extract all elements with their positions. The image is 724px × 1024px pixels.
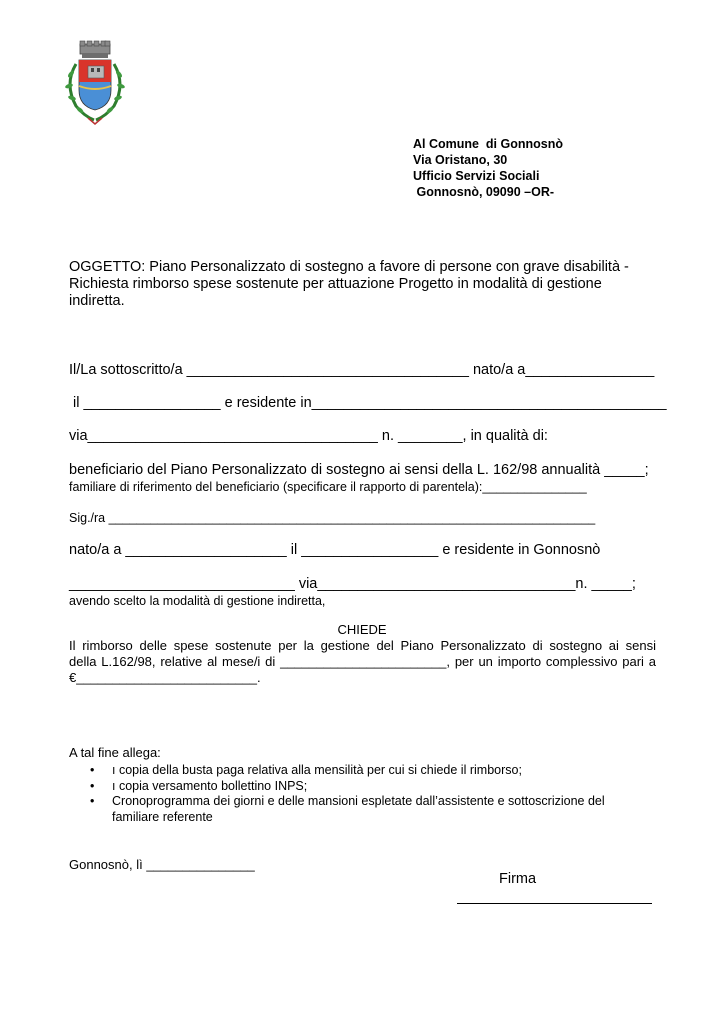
family-member-option[interactable]: familiare di riferimento del beneficiario (specificare il rapporto di parentela):_______________	[69, 480, 587, 494]
bullet-icon: •	[90, 778, 95, 793]
request-title: CHIEDE	[337, 622, 387, 637]
subject-line: OGGETTO: Piano Personalizzato di sostegno a favore di persone con grave disabilità -	[69, 259, 629, 275]
attachment-text: familiare referente	[112, 809, 213, 824]
subject-line: indiretta.	[69, 293, 125, 309]
attachments-list	[90, 763, 605, 825]
applicant-name-field[interactable]: Il/La sottoscritto/a ___________________________________ nato/a a________________	[69, 362, 655, 378]
signature-label: Firma	[499, 871, 537, 887]
list-item	[90, 779, 605, 795]
attachment-text: ı copia della busta paga relativa alla mensilità per cui si chiede il rimborso;	[112, 763, 522, 777]
subject-block	[69, 259, 669, 310]
municipal-coat-of-arms-icon	[60, 40, 132, 130]
street-number-field[interactable]: via____________________________________ n. ________, in qualità di:	[69, 428, 548, 444]
recipient-address	[413, 136, 563, 200]
beneficiary-address-field[interactable]: ____________________________ via________________________________n. _____;	[69, 576, 636, 592]
bullet-icon: •	[90, 794, 95, 808]
beneficiary-name-field[interactable]: Sig./ra ______________________________________________________________________	[69, 511, 596, 525]
request-period-field[interactable]: della L.162/98, relative al mese/i di _______________________, per un importo complessivo pari a	[69, 654, 656, 669]
place-date-field[interactable]: Gonnosnò, lì _______________	[69, 857, 255, 872]
recipient-line: Gonnosnò, 09090 –OR-	[413, 185, 555, 199]
birthdate-residence-field[interactable]: il _________________ e residente in____________________________________________	[69, 395, 667, 411]
management-mode-text: avendo scelto la modalità di gestione indiretta,	[69, 594, 326, 608]
request-heading	[0, 622, 724, 637]
signature-line[interactable]	[457, 903, 652, 904]
bullet-icon: •	[90, 763, 95, 777]
subject-line: Richiesta rimborso spese sostenute per attuazione Progetto in modalità di gestione	[69, 276, 602, 292]
recipient-line: Al Comune di Gonnosnò	[413, 137, 563, 151]
attachment-text: Cronoprogramma dei giorni e delle mansioni espletate dall’assistente e sottoscrizione del	[112, 794, 605, 808]
list-item	[90, 763, 605, 779]
beneficiary-birth-field[interactable]: nato/a a ____________________ il _________________ e residente in Gonnosnò	[69, 542, 601, 558]
request-amount-field[interactable]: €_________________________.	[69, 670, 261, 685]
request-line: Il rimborso delle spese sostenute per la gestione del Piano Personalizzato di sostegno ai sensi	[69, 638, 656, 653]
recipient-line: Via Oristano, 30	[413, 153, 508, 167]
list-item-continuation	[90, 810, 605, 826]
list-item	[90, 794, 605, 810]
attachments-intro: A tal fine allega:	[69, 745, 161, 760]
recipient-line: Ufficio Servizi Sociali	[413, 169, 540, 183]
beneficiary-option[interactable]: beneficiario del Piano Personalizzato di sostegno ai sensi della L. 162/98 annualità _____;	[69, 462, 649, 478]
attachment-text: ı copia versamento bollettino INPS;	[112, 778, 308, 793]
